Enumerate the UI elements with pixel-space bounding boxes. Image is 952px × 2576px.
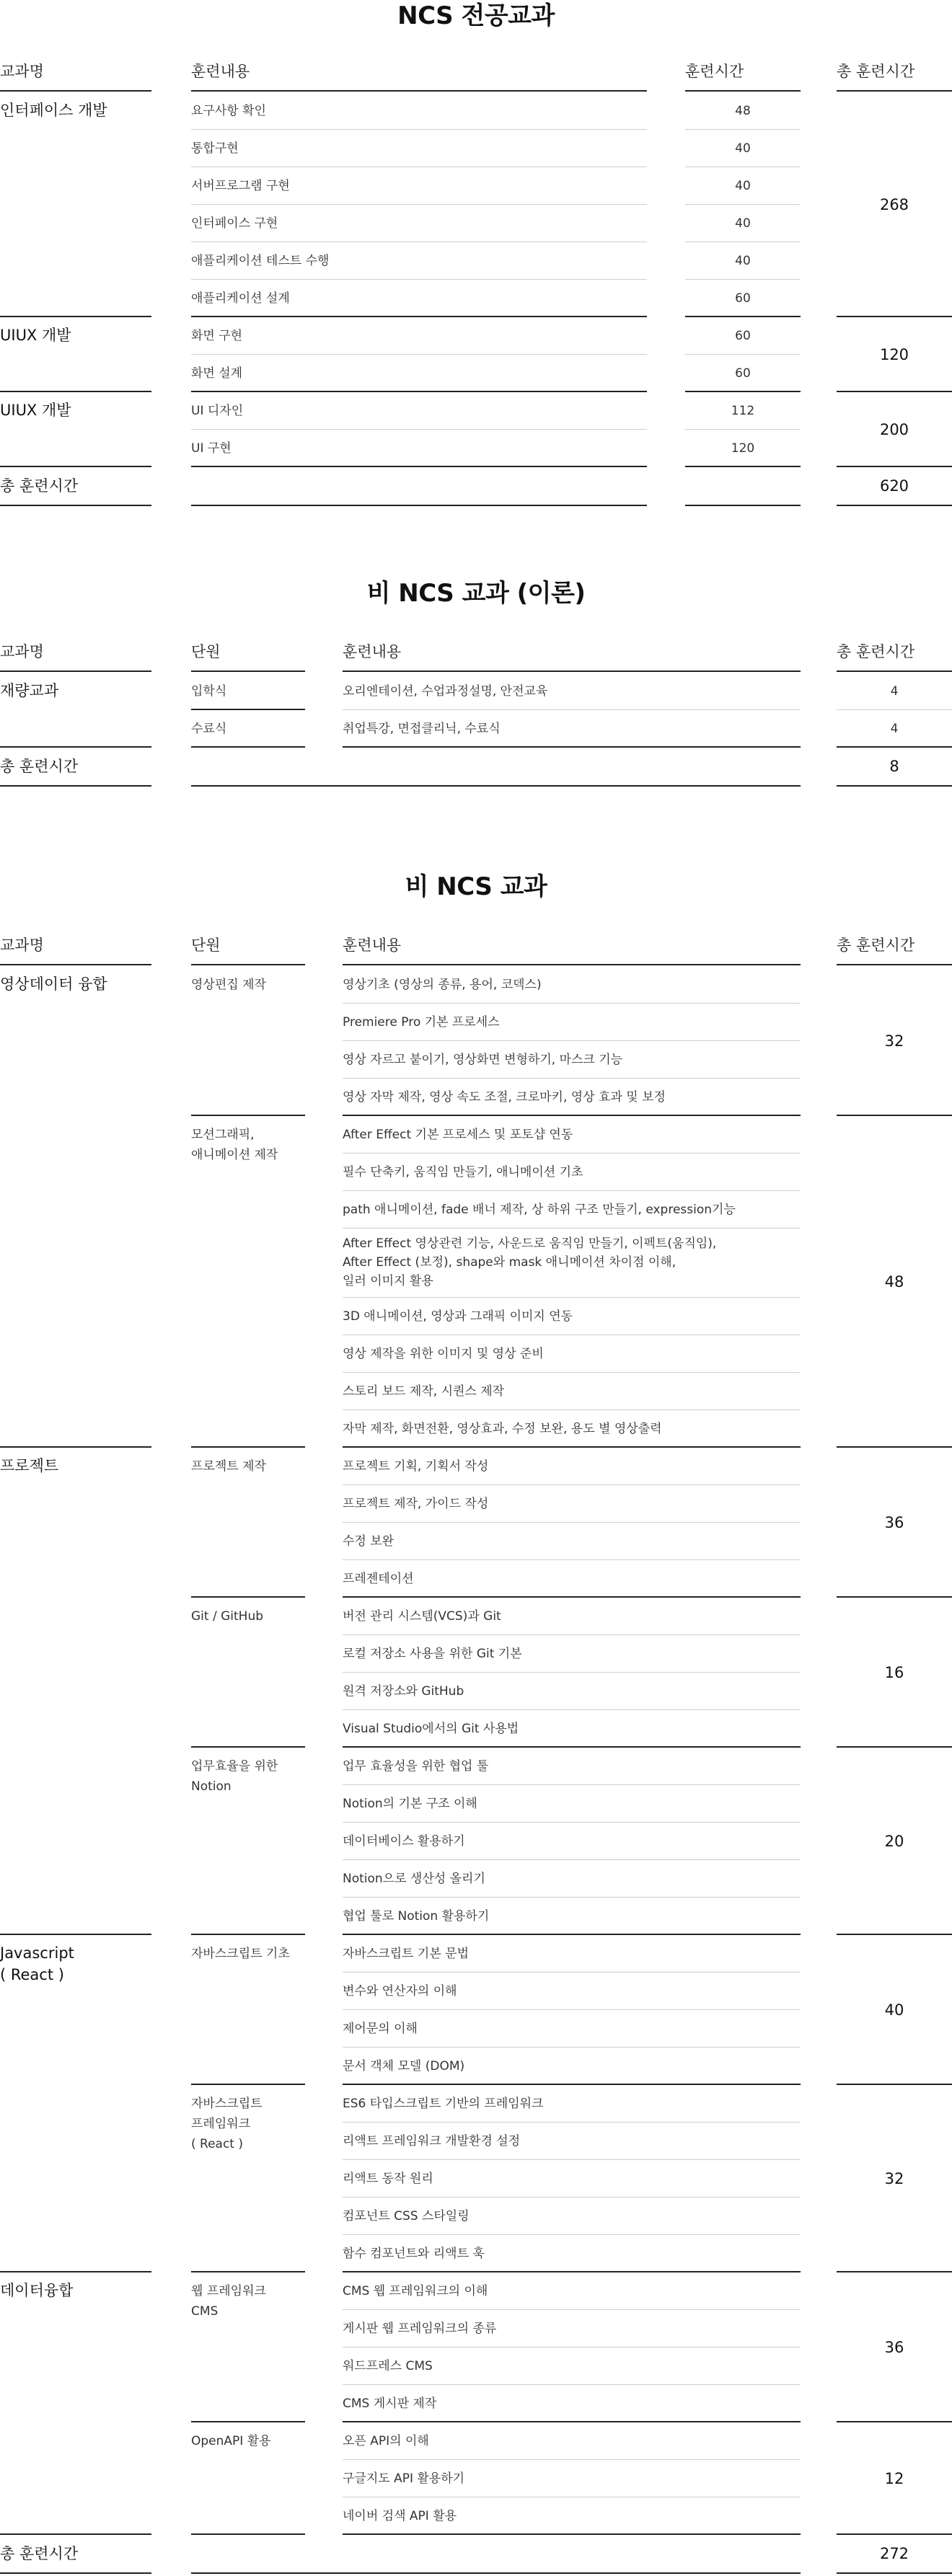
content-cell: 요구사항 확인 (191, 92, 647, 130)
header-course: 교과명 (0, 934, 151, 965)
content-cell: After Effect 영상관련 기능, 사운드로 움직임 만들기, 이펙트(움직임), After Effect (보정), shape와 mask 애니메이션 차이점 이해, 일러 이미지 활용 (343, 1229, 801, 1298)
course-name: UIUX 개발 (0, 392, 151, 467)
theory-title: 비 NCS 교과 (이론) (366, 579, 586, 608)
course-name: 프로젝트 (0, 1448, 151, 1935)
grand-total-spacer (685, 467, 801, 506)
grand-total-spacer (191, 2535, 801, 2574)
content-cell: 프로젝트 제작, 가이드 작성 (343, 1485, 801, 1523)
hours-cell: 48 (685, 92, 801, 130)
content-cell: 게시판 웹 프레임워크의 종류 (343, 2310, 801, 2347)
hours-cell: 60 (685, 355, 801, 392)
course-name: 영상데이터 융합 (0, 966, 151, 1448)
content-cell: 자막 제작, 화면전환, 영상효과, 수정 보완, 용도 별 영상출력 (343, 1410, 801, 1448)
header-unit: 단원 (191, 640, 305, 672)
content-cell: Notion으로 생산성 올리기 (343, 1860, 801, 1898)
content-cell: Premiere Pro 기본 프로세스 (343, 1004, 801, 1041)
unit-name: 웹 프레임워크 CMS (191, 2272, 305, 2422)
unit-total: 32 (837, 966, 952, 1116)
theory-section (0, 505, 952, 800)
unit-name: 모션그래픽, 애니메이션 제작 (191, 1116, 305, 1448)
content-cell: 함수 컴포넌트와 리액트 훅 (343, 2235, 801, 2272)
content-cell: CMS 웹 프레임워크의 이해 (343, 2272, 801, 2310)
unit-total: 20 (837, 1748, 952, 1935)
header-content: 훈련내용 (191, 60, 647, 92)
unit-name: 영상편집 제작 (191, 966, 305, 1116)
hours-cell: 40 (685, 242, 801, 280)
header-unit: 단원 (191, 934, 305, 965)
course-total: 268 (837, 92, 952, 317)
unit-name: 프로젝트 제작 (191, 1448, 305, 1598)
content-cell: CMS 게시판 제작 (343, 2385, 801, 2422)
course-name: UIUX 개발 (0, 317, 151, 392)
content-cell: 화면 설계 (191, 355, 647, 392)
content-cell: 변수와 연산자의 이해 (343, 1973, 801, 2010)
course-name: 인터페이스 개발 (0, 92, 151, 317)
content-cell: 애플리케이션 설계 (191, 280, 647, 317)
content-cell: 버전 관리 시스템(VCS)과 Git (343, 1598, 801, 1635)
content-cell: 수정 보완 (343, 1523, 801, 1560)
hours-cell: 40 (685, 130, 801, 167)
content-cell: 오리엔테이션, 수업과정설명, 안전교육 (343, 673, 801, 710)
unit-total: 36 (837, 1448, 952, 1598)
grand-total-label: 총 훈련시간 (0, 2535, 151, 2574)
header-total: 총 훈련시간 (837, 640, 952, 672)
content-cell: 취업특강, 면접클리닉, 수료식 (343, 710, 801, 748)
hours-cell: 60 (685, 280, 801, 317)
header-total: 총 훈련시간 (837, 60, 952, 92)
content-cell: 화면 구현 (191, 317, 647, 355)
unit-cell: 수료식 (191, 710, 305, 748)
content-cell: After Effect 기본 프로세스 및 포토샵 연동 (343, 1116, 801, 1154)
grand-total-spacer (191, 748, 801, 787)
content-cell: 필수 단축키, 움직임 만들기, 애니메이션 기초 (343, 1154, 801, 1191)
nonncs-title: 비 NCS 교과 (405, 872, 547, 901)
content-cell: 협업 툴로 Notion 활용하기 (343, 1898, 801, 1935)
content-cell: 구글지도 API 활용하기 (343, 2460, 801, 2497)
content-cell: 3D 애니메이션, 영상과 그래픽 이미지 연동 (343, 1298, 801, 1335)
content-cell: 영상 자르고 붙이기, 영상화면 변형하기, 마스크 기능 (343, 1041, 801, 1079)
content-cell: Visual Studio에서의 Git 사용법 (343, 1710, 801, 1748)
header-course: 교과명 (0, 640, 151, 672)
course-total: 120 (837, 317, 952, 392)
content-cell: 로컬 저장소 사용을 위한 Git 기본 (343, 1635, 801, 1673)
unit-total: 40 (837, 1935, 952, 2085)
course-total: 200 (837, 392, 952, 467)
unit-total: 16 (837, 1598, 952, 1748)
unit-name: Git / GitHub (191, 1598, 305, 1748)
content-cell: ES6 타입스크립트 기반의 프레임워크 (343, 2085, 801, 2123)
hours-cell: 112 (685, 392, 801, 430)
total-cell: 4 (837, 673, 952, 710)
content-cell: 영상 자막 제작, 영상 속도 조절, 크로마키, 영상 효과 및 보정 (343, 1079, 801, 1116)
content-cell: UI 구현 (191, 430, 647, 467)
grand-total-value: 620 (837, 467, 952, 506)
header-hours: 훈련시간 (685, 60, 801, 92)
content-cell: 원격 저장소와 GitHub (343, 1673, 801, 1710)
content-cell: 프로젝트 기획, 기획서 작성 (343, 1448, 801, 1485)
nonncs-section (0, 800, 952, 2576)
unit-name: OpenAPI 활용 (191, 2422, 305, 2535)
hours-cell: 60 (685, 317, 801, 355)
course-name: 데이터융합 (0, 2272, 151, 2535)
content-cell: 오픈 API의 이해 (343, 2422, 801, 2460)
unit-total: 48 (837, 1116, 952, 1448)
unit-name: 자바스크립트 프레임워크 ( React ) (191, 2085, 305, 2272)
grand-total-label: 총 훈련시간 (0, 467, 151, 506)
content-cell: 업무 효율성을 위한 협업 툴 (343, 1748, 801, 1785)
header-total: 총 훈련시간 (837, 934, 952, 965)
content-cell: 리액트 동작 원리 (343, 2160, 801, 2197)
grand-total-label: 총 훈련시간 (0, 748, 151, 787)
content-cell: 제어문의 이해 (343, 2010, 801, 2048)
content-cell: 프레젠테이션 (343, 1560, 801, 1598)
header-content: 훈련내용 (343, 934, 801, 965)
content-cell: 통합구현 (191, 130, 647, 167)
content-cell: 워드프레스 CMS (343, 2347, 801, 2385)
hours-cell: 120 (685, 430, 801, 467)
content-cell: 애플리케이션 테스트 수행 (191, 242, 647, 280)
hours-cell: 40 (685, 205, 801, 242)
header-course: 교과명 (0, 60, 151, 92)
grand-total-value: 8 (837, 748, 952, 787)
unit-total: 36 (837, 2272, 952, 2422)
content-cell: 네이버 검색 API 활용 (343, 2497, 801, 2535)
content-cell: UI 디자인 (191, 392, 647, 430)
grand-total-spacer (191, 467, 647, 506)
content-cell: 영상 제작을 위한 이미지 및 영상 준비 (343, 1335, 801, 1373)
content-cell: 컴포넌트 CSS 스타일링 (343, 2197, 801, 2235)
content-cell: 인터페이스 구현 (191, 205, 647, 242)
course-name: Javascript ( React ) (0, 1935, 151, 2272)
unit-total: 12 (837, 2422, 952, 2535)
unit-total: 32 (837, 2085, 952, 2272)
content-cell: 자바스크립트 기본 문법 (343, 1935, 801, 1973)
content-cell: 리액트 프레임워크 개발환경 설정 (343, 2123, 801, 2160)
content-cell: 데이터베이스 활용하기 (343, 1823, 801, 1860)
course-name: 재량교과 (0, 673, 151, 748)
content-cell: path 애니메이션, fade 배너 제작, 상 하위 구조 만들기, expression기능 (343, 1191, 801, 1229)
content-cell: 스토리 보드 제작, 시퀀스 제작 (343, 1373, 801, 1410)
ncs-section (0, 0, 952, 505)
content-cell: 서버프로그램 구현 (191, 167, 647, 205)
grand-total-value: 272 (837, 2535, 952, 2574)
unit-name: 업무효율을 위한 Notion (191, 1748, 305, 1935)
hours-cell: 40 (685, 167, 801, 205)
unit-cell: 입학식 (191, 673, 305, 710)
header-content: 훈련내용 (343, 640, 801, 672)
ncs-title: NCS 전공교과 (397, 1, 555, 30)
content-cell: Notion의 기본 구조 이해 (343, 1785, 801, 1823)
unit-name: 자바스크립트 기초 (191, 1935, 305, 2085)
content-cell: 문서 객체 모델 (DOM) (343, 2048, 801, 2085)
total-cell: 4 (837, 710, 952, 748)
content-cell: 영상기초 (영상의 종류, 용어, 코덱스) (343, 966, 801, 1004)
